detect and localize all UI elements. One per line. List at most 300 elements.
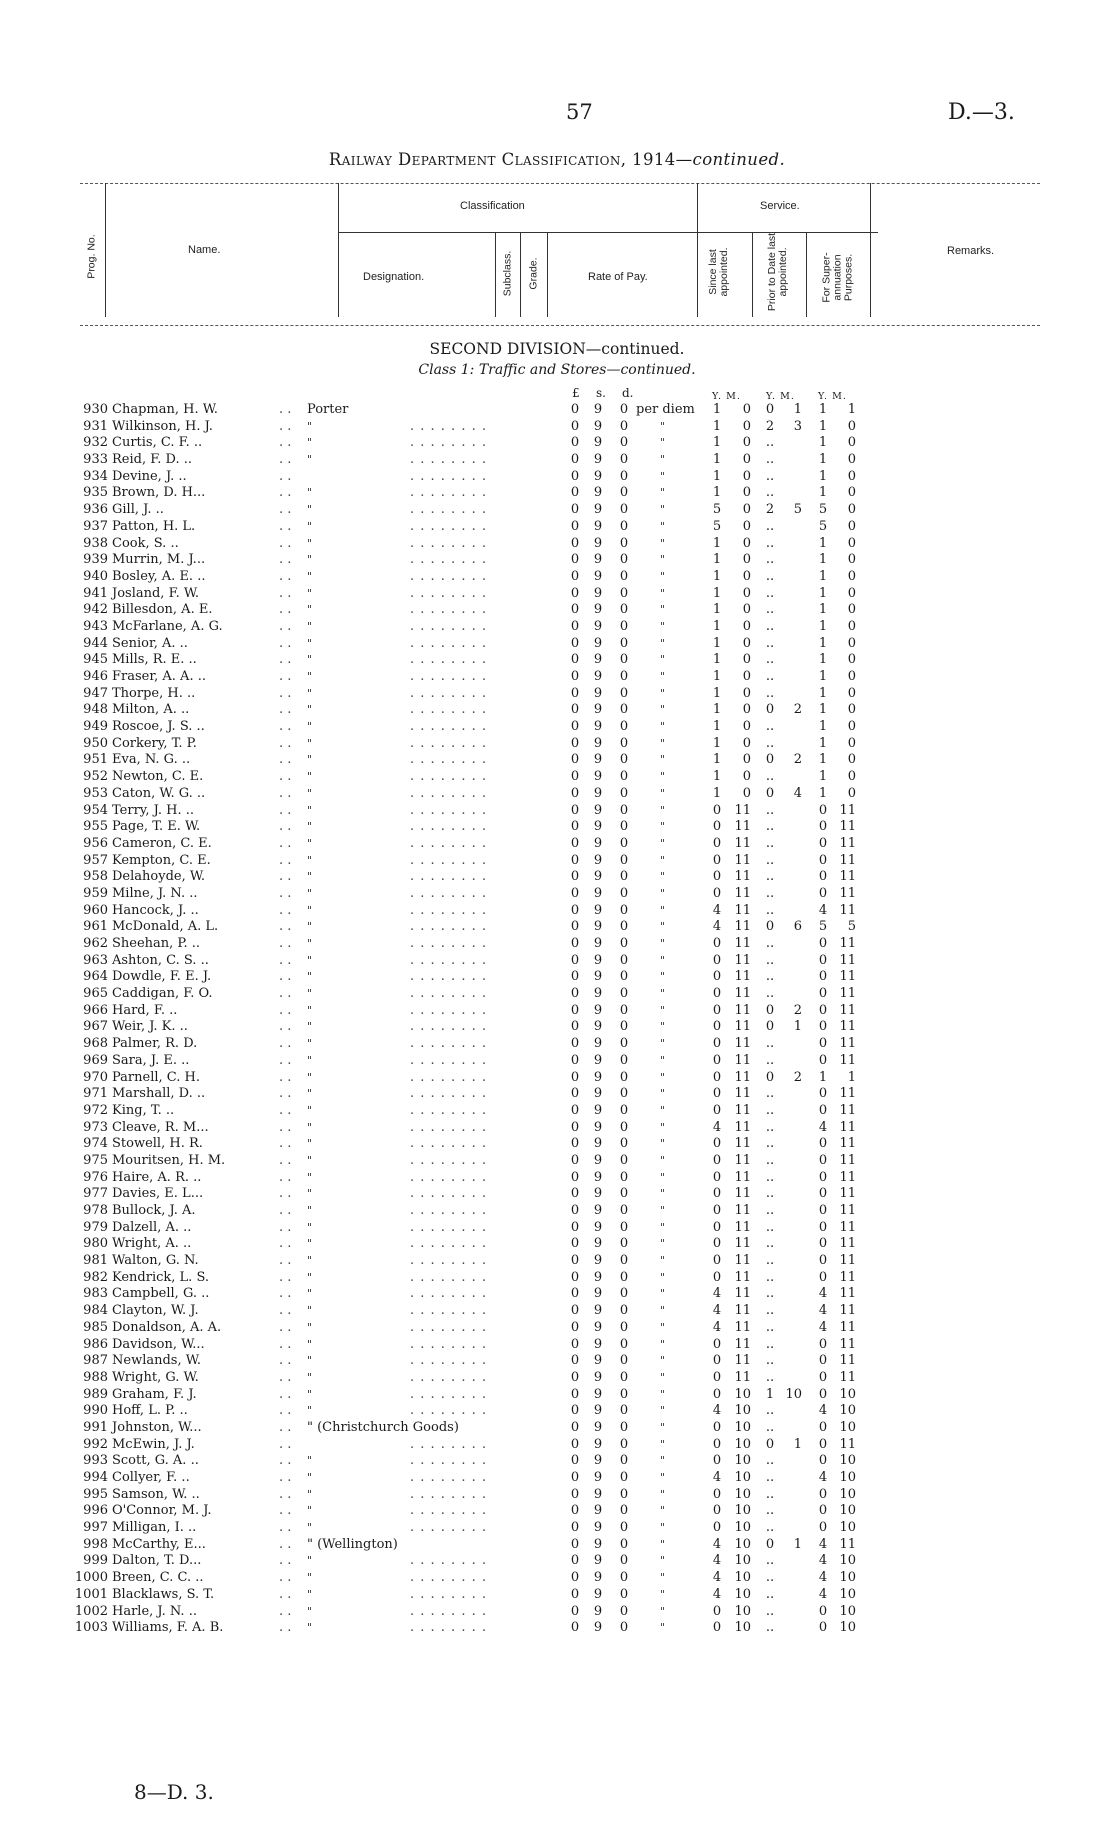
rate-pounds: 0 bbox=[570, 485, 580, 501]
super-months: 11 bbox=[839, 952, 856, 968]
rate-pence: 0 bbox=[619, 1603, 629, 1619]
table-row bbox=[0, 552, 1114, 569]
since-months: 0 bbox=[742, 735, 751, 751]
classification-rule bbox=[338, 232, 878, 233]
staff-name: Breen, C. C. .. bbox=[112, 1570, 204, 1586]
table-row bbox=[0, 686, 1114, 703]
leader-dots: . . . . . . . . bbox=[410, 1219, 487, 1235]
rate-shillings: 9 bbox=[593, 685, 603, 701]
leader-dots: . . . . . . . . bbox=[410, 819, 487, 835]
super-months: 0 bbox=[847, 769, 856, 785]
rate-pence: 0 bbox=[619, 1536, 629, 1552]
rate-shillings: 9 bbox=[593, 1386, 603, 1402]
prior-years: .. bbox=[765, 1303, 775, 1319]
table-row bbox=[0, 1286, 1114, 1303]
leader-dots: . . bbox=[279, 1336, 292, 1352]
table-row bbox=[0, 452, 1114, 469]
table-row bbox=[0, 502, 1114, 519]
rate-pence: 0 bbox=[619, 402, 629, 417]
leader-dots: . . bbox=[279, 1520, 292, 1536]
leader-dots: . . bbox=[279, 1403, 292, 1419]
designation: " bbox=[307, 1504, 313, 1518]
super-years: 0 bbox=[818, 1152, 828, 1168]
rate-pounds: 0 bbox=[570, 669, 580, 684]
leader-dots: . . bbox=[279, 1603, 292, 1619]
rate-pence: 0 bbox=[619, 1203, 629, 1218]
rate-unit: " bbox=[660, 1354, 666, 1368]
since-months: 10 bbox=[734, 1570, 751, 1586]
super-years: 5 bbox=[818, 502, 828, 518]
since-years: 0 bbox=[712, 1102, 722, 1118]
table-row bbox=[0, 1070, 1114, 1087]
rate-pounds: 0 bbox=[570, 702, 580, 718]
staff-name: O'Connor, M. J. bbox=[112, 1503, 212, 1519]
staff-name: Dalzell, A. .. bbox=[112, 1219, 192, 1235]
rate-unit: " bbox=[660, 1204, 666, 1217]
super-months: 10 bbox=[839, 1520, 856, 1536]
leader-dots: . . . . . . . . bbox=[410, 1303, 487, 1319]
rate-pounds: 0 bbox=[570, 785, 580, 801]
leader-dots: . . bbox=[279, 452, 292, 468]
rate-shillings: 9 bbox=[593, 1470, 603, 1485]
since-months: 10 bbox=[734, 1486, 751, 1502]
since-years: 0 bbox=[712, 1620, 722, 1636]
since-months: 11 bbox=[734, 1269, 751, 1285]
rate-pence: 0 bbox=[619, 802, 629, 818]
prog-no: 981 bbox=[83, 1253, 108, 1269]
prior-years: .. bbox=[765, 518, 775, 534]
staff-name: Wright, G. W. bbox=[112, 1369, 199, 1385]
leader-dots: . . . . . . . . bbox=[410, 852, 487, 868]
staff-name: Hancock, J. .. bbox=[112, 902, 199, 918]
prog-no: 967 bbox=[83, 1019, 108, 1035]
table-row bbox=[0, 485, 1114, 502]
leader-dots: . . bbox=[279, 618, 292, 634]
prog-no: 942 bbox=[83, 602, 108, 618]
super-months: 0 bbox=[847, 568, 856, 584]
super-months: 11 bbox=[839, 1303, 856, 1319]
since-years: 0 bbox=[712, 1269, 722, 1285]
since-years: 5 bbox=[712, 502, 722, 518]
designation: " bbox=[307, 1404, 313, 1418]
rate-pounds: 0 bbox=[570, 1236, 580, 1252]
leader-dots: . . . . . . . . bbox=[410, 568, 487, 584]
super-months: 11 bbox=[839, 1436, 856, 1452]
designation: " bbox=[307, 1454, 313, 1468]
designation: " bbox=[307, 1087, 313, 1101]
staff-name: Senior, A. .. bbox=[112, 635, 188, 651]
rate-pounds: 0 bbox=[570, 1319, 580, 1335]
table-row bbox=[0, 636, 1114, 653]
super-years: 4 bbox=[818, 1570, 828, 1586]
rate-unit: " bbox=[660, 419, 666, 433]
prior-years: .. bbox=[765, 735, 775, 751]
prog-no: 945 bbox=[83, 652, 108, 668]
table-row bbox=[0, 652, 1114, 669]
unit-pence: d. bbox=[622, 386, 634, 400]
since-months: 10 bbox=[734, 1586, 751, 1602]
leader-dots: . . . . . . . . bbox=[410, 1203, 487, 1218]
rate-unit: " bbox=[660, 903, 666, 917]
super-years: 1 bbox=[818, 669, 828, 684]
rate-pounds: 0 bbox=[570, 552, 580, 568]
leader-dots: . . bbox=[279, 969, 292, 985]
prog-no: 986 bbox=[83, 1336, 108, 1352]
leader-dots: . . . . . . . . bbox=[410, 1386, 487, 1402]
super-years: 0 bbox=[818, 1203, 828, 1218]
rate-shillings: 9 bbox=[593, 986, 603, 1002]
table-row bbox=[0, 886, 1114, 903]
designation: " bbox=[307, 703, 313, 717]
super-years: 0 bbox=[818, 1136, 828, 1152]
staff-name: McDonald, A. L. bbox=[112, 919, 219, 935]
rate-pence: 0 bbox=[619, 835, 629, 851]
prior-years: .. bbox=[765, 1152, 775, 1168]
designation: " bbox=[307, 1037, 313, 1051]
table-row bbox=[0, 1353, 1114, 1370]
rate-shillings: 9 bbox=[593, 618, 603, 634]
prior-years: .. bbox=[765, 1586, 775, 1602]
prior-months: 2 bbox=[793, 1069, 802, 1085]
prior-years: .. bbox=[765, 819, 775, 835]
prog-no: 931 bbox=[83, 418, 108, 434]
staff-name: Bullock, J. A. bbox=[112, 1203, 196, 1218]
designation: " bbox=[307, 1003, 313, 1017]
prior-years: .. bbox=[765, 485, 775, 501]
since-months: 10 bbox=[734, 1536, 751, 1552]
staff-name: Wilkinson, H. J. bbox=[112, 418, 213, 434]
designation: " bbox=[307, 1170, 313, 1184]
designation: " bbox=[307, 1254, 313, 1268]
prior-years: .. bbox=[765, 535, 775, 551]
rate-shillings: 9 bbox=[593, 1102, 603, 1118]
designation: " bbox=[307, 870, 313, 884]
table-row bbox=[0, 1320, 1114, 1337]
super-months: 10 bbox=[839, 1553, 856, 1569]
prior-years: .. bbox=[765, 835, 775, 851]
rate-pounds: 0 bbox=[570, 418, 580, 434]
leader-dots: . . . . . . . . bbox=[410, 702, 487, 718]
super-years: 4 bbox=[818, 1586, 828, 1602]
designation: " bbox=[307, 419, 313, 433]
designation: " bbox=[307, 836, 313, 850]
staff-name: Parnell, C. H. bbox=[112, 1069, 200, 1085]
since-months: 0 bbox=[742, 552, 751, 568]
since-months: 0 bbox=[742, 468, 751, 484]
table-row bbox=[0, 519, 1114, 536]
leader-dots: . . . . . . . . bbox=[410, 635, 487, 651]
rate-unit: " bbox=[660, 553, 666, 567]
leader-dots: . . . . . . . . bbox=[410, 902, 487, 918]
rate-pounds: 0 bbox=[570, 1603, 580, 1619]
prog-no: 988 bbox=[83, 1369, 108, 1385]
col-divider bbox=[495, 232, 496, 317]
leader-dots: . . . . . . . . bbox=[410, 1119, 487, 1135]
leader-dots: . . bbox=[279, 1386, 292, 1402]
rate-shillings: 9 bbox=[593, 1453, 603, 1469]
table-row bbox=[0, 869, 1114, 886]
rate-pounds: 0 bbox=[570, 986, 580, 1002]
since-months: 11 bbox=[734, 1019, 751, 1035]
leader-dots: . . bbox=[279, 902, 292, 918]
rate-pounds: 0 bbox=[570, 468, 580, 484]
leader-dots: . . bbox=[279, 568, 292, 584]
prog-no: 995 bbox=[83, 1486, 108, 1502]
leader-dots: . . . . . . . . bbox=[410, 1570, 487, 1586]
leader-dots: . . bbox=[279, 1286, 292, 1302]
since-years: 0 bbox=[712, 1386, 722, 1402]
super-months: 0 bbox=[847, 752, 856, 768]
super-years: 0 bbox=[818, 1186, 828, 1202]
since-months: 11 bbox=[734, 1353, 751, 1369]
rate-shillings: 9 bbox=[593, 568, 603, 584]
rate-pence: 0 bbox=[619, 1369, 629, 1385]
rate-shillings: 9 bbox=[593, 1119, 603, 1135]
rate-pence: 0 bbox=[619, 1453, 629, 1469]
leader-dots: . . bbox=[279, 1620, 292, 1636]
since-months: 0 bbox=[742, 502, 751, 518]
prior-years: .. bbox=[765, 552, 775, 568]
since-months: 0 bbox=[742, 535, 751, 551]
rate-pounds: 0 bbox=[570, 1036, 580, 1052]
signature-mark: 8—D. 3. bbox=[134, 1780, 214, 1804]
leader-dots: . . bbox=[279, 1553, 292, 1569]
prior-years: 0 bbox=[765, 1002, 775, 1018]
rate-pence: 0 bbox=[619, 769, 629, 785]
leader-dots: . . . . . . . . bbox=[410, 468, 487, 484]
rate-unit: " bbox=[660, 1037, 666, 1051]
since-years: 0 bbox=[712, 969, 722, 985]
prog-no: 964 bbox=[83, 969, 108, 985]
table-row bbox=[0, 836, 1114, 853]
prior-years: .. bbox=[765, 719, 775, 735]
super-years: 0 bbox=[818, 1620, 828, 1636]
designation: " bbox=[307, 519, 313, 533]
table-row bbox=[0, 969, 1114, 986]
since-years: 1 bbox=[712, 568, 722, 584]
leader-dots: . . bbox=[279, 752, 292, 768]
table-row bbox=[0, 1203, 1114, 1220]
rate-unit: " bbox=[660, 1237, 666, 1251]
rate-pounds: 0 bbox=[570, 1503, 580, 1519]
designation: " bbox=[307, 1604, 313, 1618]
rate-pence: 0 bbox=[619, 1586, 629, 1602]
rate-unit: " bbox=[660, 770, 666, 784]
super-months: 11 bbox=[839, 1369, 856, 1385]
since-years: 1 bbox=[712, 635, 722, 651]
rate-pounds: 0 bbox=[570, 952, 580, 968]
prog-no: 978 bbox=[83, 1203, 108, 1218]
designation: " bbox=[307, 1471, 313, 1484]
rate-shillings: 9 bbox=[593, 1236, 603, 1252]
super-months: 11 bbox=[839, 1036, 856, 1052]
designation: " bbox=[307, 569, 313, 583]
since-months: 10 bbox=[734, 1403, 751, 1419]
prior-years: .. bbox=[765, 1419, 775, 1435]
leader-dots: . . bbox=[279, 785, 292, 801]
rate-shillings: 9 bbox=[593, 1219, 603, 1235]
rate-pence: 0 bbox=[619, 702, 629, 718]
leader-dots: . . bbox=[279, 1102, 292, 1118]
leader-dots: . . bbox=[279, 1136, 292, 1152]
table-row bbox=[0, 1053, 1114, 1070]
prog-no: 993 bbox=[83, 1453, 108, 1469]
leader-dots: . . . . . . . . bbox=[410, 1253, 487, 1269]
rate-unit: " bbox=[660, 886, 666, 900]
super-months: 11 bbox=[839, 1136, 856, 1152]
rate-pounds: 0 bbox=[570, 618, 580, 634]
staff-name: Davies, E. L... bbox=[112, 1186, 204, 1202]
prog-no: 997 bbox=[83, 1520, 108, 1536]
prog-no: 998 bbox=[83, 1536, 108, 1552]
since-years: 0 bbox=[712, 1520, 722, 1536]
prior-years: .. bbox=[765, 1036, 775, 1052]
staff-name: Milne, J. N. .. bbox=[112, 885, 198, 901]
prog-no-header: Prog. No. bbox=[85, 234, 98, 279]
prior-years: 0 bbox=[765, 785, 775, 801]
unit-shilling: s. bbox=[596, 386, 606, 400]
prog-no: 930 bbox=[83, 402, 108, 417]
leader-dots: . . bbox=[279, 402, 292, 417]
rate-shillings: 9 bbox=[593, 1319, 603, 1335]
rate-pounds: 0 bbox=[570, 1119, 580, 1135]
since-months: 10 bbox=[734, 1470, 751, 1485]
table-row bbox=[0, 1120, 1114, 1137]
since-months: 10 bbox=[734, 1419, 751, 1435]
since-years: 0 bbox=[712, 852, 722, 868]
leader-dots: . . . . . . . . bbox=[410, 1319, 487, 1335]
since-months: 0 bbox=[742, 785, 751, 801]
since-years: 0 bbox=[712, 952, 722, 968]
prog-no: 965 bbox=[83, 986, 108, 1002]
rate-pence: 0 bbox=[619, 518, 629, 534]
remarks-header: Remarks. bbox=[947, 245, 995, 257]
prog-no: 933 bbox=[83, 452, 108, 468]
prog-no: 946 bbox=[83, 669, 108, 684]
since-years: 1 bbox=[712, 685, 722, 701]
rate-pence: 0 bbox=[619, 1253, 629, 1269]
rate-unit: " bbox=[660, 1254, 666, 1268]
since-years: 0 bbox=[712, 1019, 722, 1035]
prog-no: 934 bbox=[83, 468, 108, 484]
rate-pence: 0 bbox=[619, 919, 629, 935]
rate-shillings: 9 bbox=[593, 719, 603, 735]
rate-shillings: 9 bbox=[593, 1052, 603, 1068]
prior-years: .. bbox=[765, 585, 775, 601]
since-months: 10 bbox=[734, 1436, 751, 1452]
super-months: 0 bbox=[847, 535, 856, 551]
table-row bbox=[0, 786, 1114, 803]
prog-no: 991 bbox=[83, 1419, 108, 1435]
since-years: 1 bbox=[712, 669, 722, 684]
leader-dots: . . . . . . . . bbox=[410, 502, 487, 518]
prior-years: 1 bbox=[765, 1386, 775, 1402]
designation: " bbox=[307, 937, 313, 950]
prog-no: 974 bbox=[83, 1136, 108, 1152]
since-months: 10 bbox=[734, 1520, 751, 1536]
prior-years: .. bbox=[765, 1570, 775, 1586]
since-months: 11 bbox=[734, 1002, 751, 1018]
super-months: 10 bbox=[839, 1570, 856, 1586]
since-months: 0 bbox=[742, 402, 751, 417]
rate-shillings: 9 bbox=[593, 1436, 603, 1452]
designation: " bbox=[307, 553, 313, 567]
since-years: 1 bbox=[712, 602, 722, 618]
table-row bbox=[0, 819, 1114, 836]
staff-name: Williams, F. A. B. bbox=[112, 1620, 224, 1636]
super-months: 11 bbox=[839, 819, 856, 835]
designation: " bbox=[307, 786, 313, 800]
rate-shillings: 9 bbox=[593, 535, 603, 551]
prior-years: .. bbox=[765, 635, 775, 651]
super-years: 0 bbox=[818, 835, 828, 851]
prog-no: 979 bbox=[83, 1219, 108, 1235]
prog-no: 983 bbox=[83, 1286, 108, 1302]
leader-dots: . . . . . . . . bbox=[410, 1269, 487, 1285]
rate-pounds: 0 bbox=[570, 1052, 580, 1068]
super-years: 1 bbox=[818, 618, 828, 634]
super-years: 1 bbox=[818, 485, 828, 501]
prior-years: .. bbox=[765, 802, 775, 818]
since-months: 0 bbox=[742, 585, 751, 601]
rate-shillings: 9 bbox=[593, 752, 603, 768]
super-years: 0 bbox=[818, 1486, 828, 1502]
since-years: 0 bbox=[712, 1603, 722, 1619]
staff-name: King, T. .. bbox=[112, 1102, 175, 1118]
leader-dots: . . . . . . . . bbox=[410, 1620, 487, 1636]
super-years: 0 bbox=[818, 1386, 828, 1402]
super-months: 11 bbox=[839, 885, 856, 901]
rate-pence: 0 bbox=[619, 1186, 629, 1202]
table-row bbox=[0, 419, 1114, 436]
super-months: 10 bbox=[839, 1503, 856, 1519]
prog-no: 952 bbox=[83, 769, 108, 785]
staff-name: Hoff, L. P. .. bbox=[112, 1403, 188, 1419]
leader-dots: . . bbox=[279, 1536, 292, 1552]
leader-dots: . . . . . . . . bbox=[410, 1586, 487, 1602]
leader-dots: . . . . . . . . bbox=[410, 585, 487, 601]
staff-name: Roscoe, J. S. .. bbox=[112, 719, 205, 735]
staff-name: Milligan, I. .. bbox=[112, 1520, 197, 1536]
staff-name: Samson, W. .. bbox=[112, 1486, 200, 1502]
rate-unit: " bbox=[660, 1220, 666, 1234]
since-years: 1 bbox=[712, 485, 722, 501]
super-years: 0 bbox=[818, 1002, 828, 1018]
prior-years: 0 bbox=[765, 1069, 775, 1085]
rate-pounds: 0 bbox=[570, 568, 580, 584]
super-years: 0 bbox=[818, 1036, 828, 1052]
prior-years: 2 bbox=[765, 418, 775, 434]
leader-dots: . . bbox=[279, 1236, 292, 1252]
prior-years: .. bbox=[765, 1136, 775, 1152]
rate-shillings: 9 bbox=[593, 769, 603, 785]
prior-months: 1 bbox=[793, 402, 802, 417]
since-months: 11 bbox=[734, 986, 751, 1002]
rate-pounds: 0 bbox=[570, 1136, 580, 1152]
leader-dots: . . . . . . . . bbox=[410, 1369, 487, 1385]
super-years: 1 bbox=[818, 769, 828, 785]
table-row bbox=[0, 1136, 1114, 1153]
prog-no: 975 bbox=[83, 1152, 108, 1168]
prog-no: 950 bbox=[83, 735, 108, 751]
rate-shillings: 9 bbox=[593, 785, 603, 801]
staff-name: Newton, C. E. bbox=[112, 769, 204, 785]
rate-unit: " bbox=[660, 586, 666, 600]
super-months: 10 bbox=[839, 1586, 856, 1602]
super-years: 1 bbox=[818, 418, 828, 434]
rate-shillings: 9 bbox=[593, 1303, 603, 1319]
rate-pounds: 0 bbox=[570, 719, 580, 735]
